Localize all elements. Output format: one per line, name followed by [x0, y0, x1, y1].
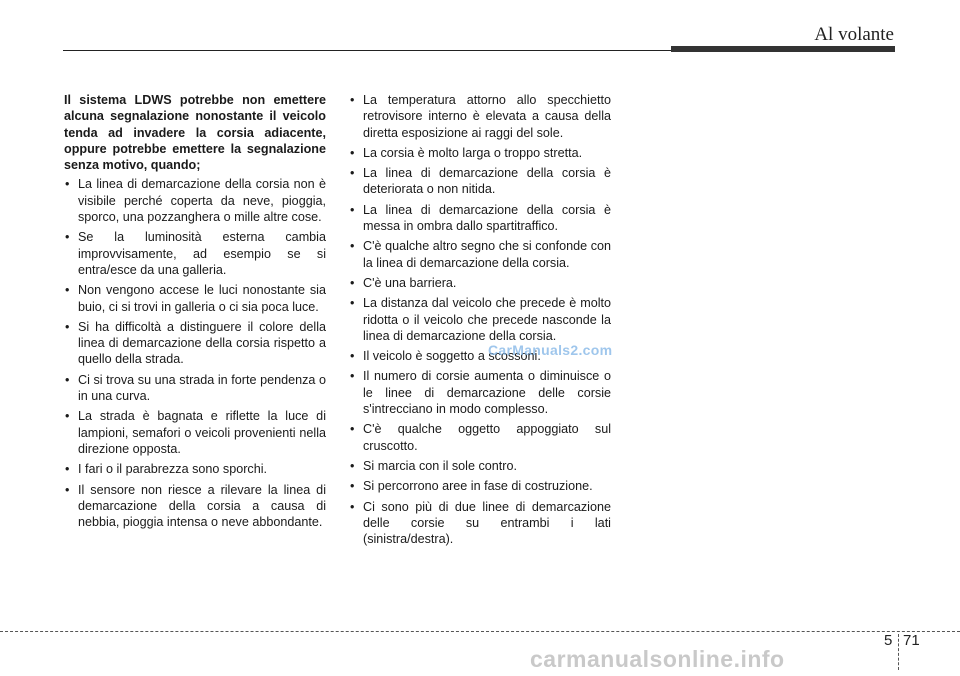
- list-item: [64, 319, 326, 368]
- bullet-icon: •: [65, 230, 70, 245]
- bullet-icon: •: [350, 499, 355, 514]
- bullet-icon: •: [350, 145, 355, 160]
- right-column: [349, 92, 611, 551]
- list-item-text: Si percorrono aree in fase di costruzione.: [363, 479, 593, 494]
- list-item: [64, 372, 326, 405]
- bullet-icon: •: [350, 275, 355, 290]
- list-item-text: La linea di demarcazione della corsia non è visibile perché coperta da neve, pioggia, sporco, una pozzanghera o mille altre cose.: [78, 177, 326, 225]
- list-item: [64, 176, 326, 225]
- section-title: Al volante: [814, 24, 894, 45]
- header-rule-accent: [671, 46, 895, 52]
- bullet-icon: •: [350, 239, 355, 254]
- list-item-text: Si marcia con il sole contro.: [363, 458, 517, 473]
- list-item-text: La corsia è molto larga o troppo stretta.: [363, 145, 583, 160]
- list-item: [349, 275, 611, 291]
- bullet-icon: •: [350, 458, 355, 473]
- list-item-text: Il sensore non riesce a rilevare la linea di demarcazione della corsia a causa di nebbia, pioggia intensa o neve abbondante.: [78, 482, 326, 530]
- list-item-text: Il numero di corsie aumenta o diminuisce o le linee di demarcazione delle corsie s'intrecciano in modo complesso.: [363, 369, 611, 417]
- footer-rule: [0, 631, 960, 632]
- bullet-icon: •: [350, 93, 355, 107]
- watermark-carmanuals: CarManuals2.com: [488, 342, 613, 358]
- bullet-icon: •: [65, 409, 70, 424]
- list-item-text: La linea di demarcazione della corsia è deteriorata o non nitida.: [363, 166, 611, 197]
- left-condition-list: [64, 176, 326, 530]
- list-item-text: Non vengono accese le luci nonostante sia buio, ci si trovi in galleria o ci sia poca luce.: [78, 283, 326, 314]
- bullet-icon: •: [350, 422, 355, 437]
- list-item: [64, 229, 326, 278]
- bullet-icon: •: [65, 462, 70, 477]
- chapter-number: 5: [884, 632, 893, 649]
- list-item-text: Si ha difficoltà a distinguere il colore della linea di demarcazione della corsia rispetto a quello della strada.: [78, 319, 326, 367]
- list-item: [64, 461, 326, 477]
- bullet-icon: •: [65, 177, 70, 192]
- bullet-icon: •: [65, 283, 70, 298]
- list-item-text: Ci sono più di due linee di demarcazione delle corsie su entrambi i lati (sinistra/destra).: [363, 499, 611, 547]
- list-item: [64, 282, 326, 315]
- list-item: [349, 165, 611, 198]
- list-item: [64, 482, 326, 531]
- list-item-text: Il veicolo è soggetto a scossoni.: [363, 349, 541, 364]
- list-item-text: I fari o il parabrezza sono sporchi.: [78, 462, 267, 477]
- left-column: [64, 92, 326, 534]
- bullet-icon: •: [350, 296, 355, 311]
- list-item-text: C'è una barriera.: [363, 275, 457, 290]
- bullet-icon: •: [350, 166, 355, 181]
- watermark-site: carmanualsonline.info: [530, 646, 785, 672]
- page-number: 71: [903, 632, 920, 649]
- bullet-icon: •: [350, 202, 355, 217]
- right-condition-list: [349, 92, 611, 547]
- list-item-text: La strada è bagnata e riflette la luce di lampioni, semafori o veicoli provenienti nella direzione opposta.: [78, 409, 326, 456]
- list-item-text: C'è qualche altro segno che si confonde con la linea di demarcazione della corsia.: [363, 239, 611, 270]
- bullet-icon: •: [350, 349, 355, 364]
- list-item: [349, 295, 611, 344]
- list-item-text: C'è qualche oggetto appoggiato sul cruscotto.: [363, 422, 611, 453]
- bullet-icon: •: [350, 479, 355, 494]
- list-item: [349, 92, 611, 141]
- bullet-icon: •: [65, 319, 70, 334]
- list-item-text: La distanza dal veicolo che precede è molto ridotta o il veicolo che precede nasconde la linea di demarcazione della corsia.: [363, 296, 611, 343]
- list-item-text: Se la luminosità esterna cambia improvvisamente, ad esempio se si entra/esce da una galleria.: [78, 230, 326, 277]
- bullet-icon: •: [65, 372, 70, 387]
- list-item-text: La linea di demarcazione della corsia è messa in ombra dallo spartitraffico.: [363, 202, 611, 234]
- bullet-icon: •: [65, 482, 70, 497]
- page-number-separator: [898, 634, 899, 670]
- list-item: [349, 478, 611, 494]
- list-item: [64, 408, 326, 457]
- list-item: [349, 202, 611, 235]
- list-item-text: Ci si trova su una strada in forte pendenza o in una curva.: [78, 372, 326, 404]
- bullet-icon: •: [350, 369, 355, 384]
- intro-paragraph: Il sistema LDWS potrebbe non emettere alcuna segnalazione nonostante il veicolo tenda ad invadere la corsia adiacente, oppure potrebbe emettere la segnalazione senza motivo, quando;: [64, 93, 326, 173]
- list-item: [349, 458, 611, 474]
- list-item: [349, 145, 611, 161]
- list-item-text: La temperatura attorno allo specchietto retrovisore interno è elevata a causa della diretta esposizione ai raggi del sole.: [363, 93, 611, 140]
- list-item: [349, 421, 611, 454]
- list-item: [349, 499, 611, 548]
- list-item: [349, 368, 611, 417]
- list-item: [349, 238, 611, 271]
- header-rule: [63, 50, 671, 51]
